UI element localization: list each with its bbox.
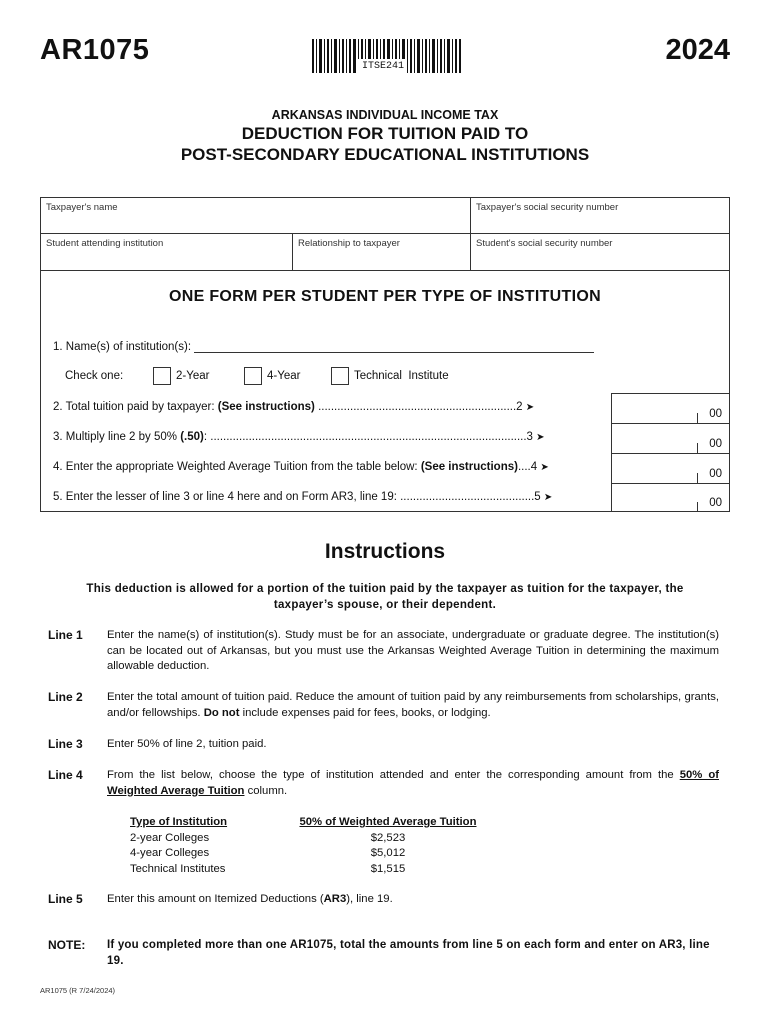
- taxpayer-name-label: Taxpayer's name: [46, 202, 118, 213]
- instr-line2-text-a: Enter the total amount of tuition paid. Reduce the amount of tuition paid by any reimbursements from scholarships, grants, and/or fellowships.: [107, 691, 719, 719]
- form-revision-footer: AR1075 (R 7/24/2024): [40, 986, 116, 995]
- line2-leader: ..............................................................2: [314, 401, 523, 413]
- cents-divider: [697, 413, 698, 423]
- taxpayer-info-grid: [40, 197, 730, 271]
- form-title-line1: DEDUCTION FOR TUITION PAID TO: [241, 124, 529, 143]
- line4-text: 4. Enter the appropriate Weighted Average Tuition from the table below:: [53, 461, 421, 473]
- cents-divider: [697, 473, 698, 483]
- table-row: $2,523: [370, 831, 406, 844]
- line5-text: 5. Enter the lesser of line 3 or line 4 here and on Form AR3, line 19: ..........................................5: [53, 491, 541, 503]
- instr-line2-do-not: Do not: [203, 706, 240, 719]
- instr-line4-text: [107, 768, 719, 799]
- institution-type-column: [130, 815, 227, 877]
- instr-line4-text-a: From the list below, choose the type of institution attended and enter the corresponding amount from the: [107, 769, 680, 781]
- arrow-icon: ➤: [543, 492, 553, 503]
- check-one-label: Check one:: [65, 370, 124, 382]
- taxpayer-ssn-label: Taxpayer's social security number: [476, 202, 619, 213]
- relationship-label: Relationship to taxpayer: [298, 238, 400, 249]
- line4-amount-input[interactable]: [611, 453, 730, 483]
- technical-institute-label: Technical Institute: [354, 370, 449, 382]
- line2-cents: 00: [709, 408, 722, 420]
- student-ssn-field[interactable]: [471, 234, 729, 270]
- deduction-form-section: [40, 271, 730, 512]
- note-label: NOTE:: [48, 938, 86, 952]
- line4-see-instructions: (See instructions): [420, 461, 518, 473]
- instr-line5-form: AR3: [323, 893, 347, 905]
- instructions-title: Instructions: [324, 540, 446, 563]
- institution-name-input[interactable]: [194, 341, 594, 353]
- student-name-label: Student attending institution: [46, 238, 164, 249]
- instr-line3-text: Enter 50% of line 2, tuition paid.: [107, 738, 267, 750]
- table-row: Technical Institutes: [130, 862, 226, 875]
- line3-cents: 00: [709, 438, 722, 450]
- section-title: ONE FORM PER STUDENT PER TYPE OF INSTITUTION: [169, 288, 601, 305]
- instr-line3-label: Line 3: [48, 737, 83, 751]
- instr-line5-text: [107, 892, 719, 908]
- arrow-icon: ➤: [540, 462, 549, 473]
- technical-institute-checkbox[interactable]: [331, 367, 349, 385]
- instr-line1-label: Line 1: [48, 628, 83, 642]
- form-id: AR1075: [40, 34, 150, 66]
- line3-amount-input[interactable]: [611, 423, 730, 453]
- barcode-text: ITSE241: [362, 61, 405, 72]
- instr-line5-text-b: ), line 19.: [346, 893, 393, 905]
- line2-amount-input[interactable]: [611, 393, 730, 423]
- arrow-icon: ➤: [536, 432, 545, 443]
- line5-cents: 00: [709, 497, 722, 509]
- note-text: If you completed more than one AR1075, total the amounts from line 5 on each form and enter on AR3, line 19.: [107, 939, 710, 967]
- cents-divider: [697, 502, 698, 512]
- student-ssn-label: Student's social security number: [476, 238, 613, 249]
- line3-leader: : ...................................................................................................3: [203, 431, 533, 443]
- tax-year: 2024: [665, 34, 730, 66]
- table-row: $5,012: [370, 847, 406, 859]
- taxpayer-ssn-field[interactable]: [471, 198, 729, 233]
- tuition-amount-header: 50% of Weighted Average Tuition: [299, 816, 477, 828]
- instr-line2-text: [107, 690, 719, 721]
- line5-amount-input[interactable]: [611, 483, 730, 512]
- line2-text: 2. Total tuition paid by taxpayer:: [53, 401, 218, 413]
- taxpayer-name-field[interactable]: [41, 198, 470, 233]
- line4-row: [53, 461, 549, 473]
- line3-rate: (.50): [180, 431, 204, 443]
- line2-see-instructions: (See instructions): [217, 401, 315, 413]
- cents-divider: [697, 443, 698, 453]
- arrow-icon: ➤: [525, 402, 535, 413]
- line4-leader: ....4: [517, 461, 538, 473]
- form-title-line2: POST-SECONDARY EDUCATIONAL INSTITUTIONS: [180, 145, 590, 164]
- instr-line5-label: Line 5: [48, 892, 83, 906]
- table-row: 4-year Colleges: [130, 847, 210, 859]
- instr-line2-label: Line 2: [48, 690, 83, 704]
- line5-row: [53, 491, 552, 503]
- instr-line4-label: Line 4: [48, 768, 83, 782]
- table-row: $1,515: [370, 862, 406, 875]
- instr-line1-text: Enter the name(s) of institution(s). Study must be for an associate, undergraduate or graduate degree. The institution(s) can be located out of Arkansas, but you must use the Arkansas Weighted Average Tuition in determining the maximum allowable deduction.: [107, 629, 719, 672]
- relationship-field[interactable]: [293, 234, 470, 270]
- instr-line2-text-b: include expenses paid for fees, books, or lodging.: [239, 706, 491, 719]
- table-row: 2-year Colleges: [130, 831, 210, 844]
- two-year-label: 2-Year: [176, 370, 210, 382]
- line4-cents: 00: [709, 468, 722, 480]
- barcode: [312, 39, 462, 73]
- institution-type-header: Type of Institution: [130, 816, 228, 828]
- line1-row: [53, 341, 594, 353]
- instr-line5-text-a: Enter this amount on Itemized Deductions (: [107, 893, 324, 905]
- line3-text: 3. Multiply line 2 by 50%: [53, 431, 181, 443]
- tuition-amount-column: [288, 815, 488, 877]
- line1-label: 1. Name(s) of institution(s):: [53, 341, 192, 353]
- two-year-checkbox[interactable]: [153, 367, 171, 385]
- agency-name: ARKANSAS INDIVIDUAL INCOME TAX: [271, 108, 499, 122]
- instructions-intro: This deduction is allowed for a portion of the tuition paid by the taxpayer as tuition for the taxpayer, the taxpayer’s spouse, or their dependent.: [86, 583, 684, 611]
- instr-line4-column-name: 50% of Weighted Average Tuition: [107, 769, 719, 797]
- line3-row: [53, 431, 545, 443]
- line2-row: [53, 401, 534, 413]
- student-name-field[interactable]: [41, 234, 292, 270]
- four-year-label: 4-Year: [267, 370, 301, 382]
- four-year-checkbox[interactable]: [244, 367, 262, 385]
- instr-line4-text-b: column.: [244, 784, 288, 797]
